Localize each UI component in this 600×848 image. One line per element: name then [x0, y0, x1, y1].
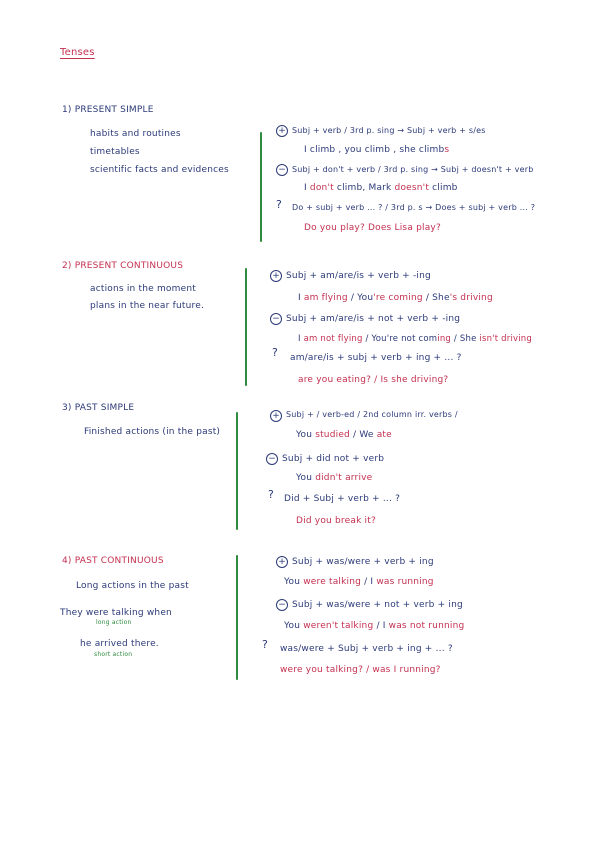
example-ending: s — [444, 145, 450, 155]
example-text: / She — [453, 334, 477, 344]
section-3-question-example: Did you break it? — [296, 516, 376, 526]
section-2-negative-example — [298, 335, 532, 344]
section-2-positive-example — [298, 294, 493, 303]
section-3-negative-formula: Subj + did not + verb — [282, 454, 385, 464]
section-2-use-2: plans in the near future. — [90, 301, 205, 311]
section-2-heading: 2) PRESENT CONTINUOUS — [62, 261, 184, 271]
example-highlight: was running — [376, 577, 434, 587]
example-text: / You're not com — [365, 334, 438, 344]
example-text: I — [298, 334, 301, 344]
example-text: You — [284, 621, 301, 631]
example-text: / She — [425, 293, 450, 303]
section-2-positive-formula: Subj + am/are/is + verb + -ing — [286, 271, 431, 281]
example-highlight: 're coming — [373, 293, 423, 303]
section-1-question-formula: Do + subj + verb ... ? / 3rd p. s → Does + subj + verb ... ? — [292, 203, 536, 212]
section-1-use-3: scientific facts and evidences — [90, 165, 229, 175]
minus-icon: − — [276, 164, 288, 176]
section-2-use-1: actions in the moment — [90, 284, 196, 294]
section-4-note-1-sub: long action — [96, 619, 132, 626]
example-text: / You — [350, 293, 374, 303]
example-text: climb — [432, 183, 458, 193]
example-highlight: isn't driving — [479, 334, 532, 344]
section-4-divider — [236, 555, 238, 680]
section-3-heading: 3) PAST SIMPLE — [62, 403, 135, 413]
example-highlight: were talking — [303, 577, 362, 587]
section-2-question-formula: am/are/is + subj + verb + ing + ... ? — [290, 353, 462, 363]
example-highlight: am not flying — [303, 334, 363, 344]
section-4-heading: 4) PAST CONTINUOUS — [62, 556, 164, 566]
example-text: / We — [353, 430, 374, 440]
example-text: I — [298, 293, 301, 303]
section-1-positive-example — [304, 146, 449, 155]
section-4-note-2: he arrived there. — [80, 639, 159, 649]
example-text: You — [296, 473, 313, 483]
section-3-divider — [236, 412, 238, 530]
section-1-negative-formula: Subj + don't + verb / 3rd p. sing → Subj + doesn't + verb — [292, 165, 534, 174]
plus-icon: + — [270, 270, 282, 282]
section-2-question-example: are you eating? / Is she driving? — [298, 375, 449, 385]
example-highlight: ing — [437, 334, 452, 344]
section-1-use-1: habits and routines — [90, 129, 181, 139]
section-1-positive-formula: Subj + verb / 3rd p. sing → Subj + verb + s/es — [292, 126, 486, 135]
section-4-note-1: They were talking when — [60, 608, 172, 618]
example-text: You — [284, 577, 301, 587]
example-text: / I — [364, 577, 374, 587]
plus-icon: + — [276, 125, 288, 137]
example-text: I climb , you climb , she climb — [304, 145, 445, 155]
example-text: You — [296, 430, 313, 440]
section-4-question-example: were you talking? / was I running? — [280, 665, 441, 675]
section-1-divider — [260, 132, 262, 242]
section-4-positive-formula: Subj + was/were + verb + ing — [292, 557, 434, 567]
section-4-question-formula: was/were + Subj + verb + ing + ... ? — [280, 644, 453, 654]
example-highlight: didn't arrive — [315, 473, 373, 483]
example-highlight: was not running — [388, 621, 465, 631]
section-3-positive-example — [296, 431, 392, 440]
example-text: climb, Mark — [336, 183, 392, 193]
section-3-positive-formula: Subj + / verb-ed / 2nd column irr. verbs / — [286, 410, 458, 419]
section-3-negative-example — [296, 474, 372, 483]
example-text: / I — [376, 621, 386, 631]
example-highlight: weren't talking — [303, 621, 374, 631]
example-text: I — [304, 183, 307, 193]
section-2-divider — [245, 268, 247, 386]
section-2-negative-formula: Subj + am/are/is + not + verb + -ing — [286, 314, 461, 324]
example-highlight: am flying — [303, 293, 348, 303]
minus-icon: − — [266, 453, 278, 465]
question-icon: ? — [262, 638, 268, 651]
section-1-question-example: Do you play? Does Lisa play? — [304, 223, 441, 233]
section-4-positive-example — [284, 578, 434, 587]
page-title: Tenses — [60, 47, 95, 58]
section-4-negative-example — [284, 622, 464, 631]
example-highlight: don't — [309, 183, 334, 193]
section-4-note-2-sub: short action — [94, 651, 133, 658]
section-1-heading: 1) PRESENT SIMPLE — [62, 105, 154, 115]
plus-icon: + — [270, 410, 282, 422]
example-highlight: ate — [376, 430, 392, 440]
example-highlight: doesn't — [394, 183, 430, 193]
section-3-use-1: Finished actions (in the past) — [84, 427, 221, 437]
section-4-negative-formula: Subj + was/were + not + verb + ing — [292, 600, 463, 610]
question-icon: ? — [276, 198, 282, 211]
section-4-use-1: Long actions in the past — [76, 581, 189, 591]
section-1-negative-example — [304, 184, 458, 193]
question-icon: ? — [268, 488, 274, 501]
plus-icon: + — [276, 556, 288, 568]
section-1-use-2: timetables — [90, 147, 140, 157]
minus-icon: − — [276, 599, 288, 611]
example-highlight: 's driving — [449, 293, 493, 303]
section-3-question-formula: Did + Subj + verb + ... ? — [284, 494, 401, 504]
minus-icon: − — [270, 313, 282, 325]
example-highlight: studied — [315, 430, 350, 440]
question-icon: ? — [272, 346, 278, 359]
